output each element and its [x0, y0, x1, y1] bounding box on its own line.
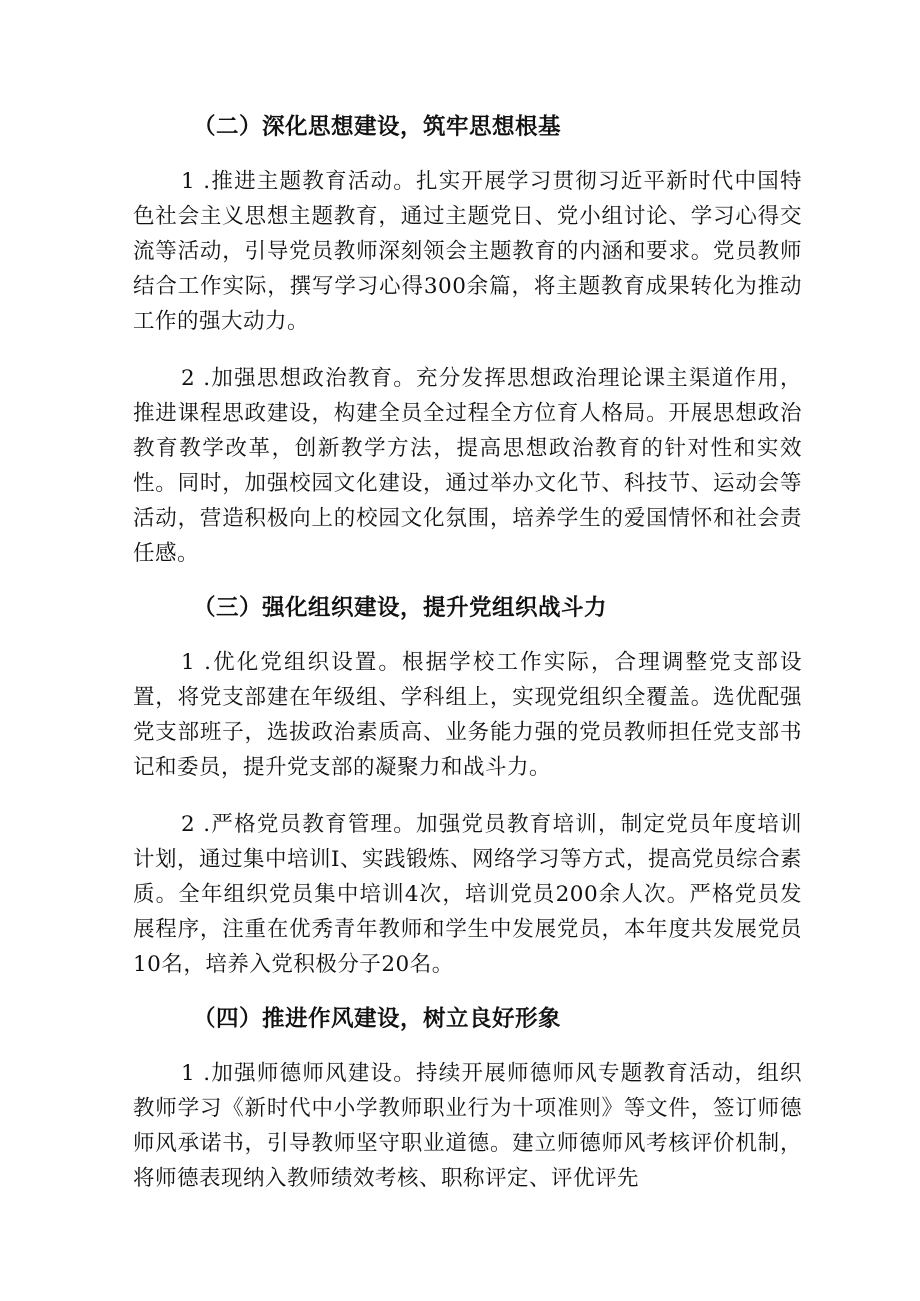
paragraph-2-1: 1 .推进主题教育活动。扎实开展学习贯彻习近平新时代中国特色社会主义思想主题教育，通过主题党日、党小组讨论、学习心得交流等活动，引导党员教师深刻领会主题教育的内涵和要求。党员教师结合工作实际，撰写学习心得300余篇，将主题教育成果转化为推动工作的强大动力。	[133, 169, 802, 334]
paragraph-4-1: 1 .加强师德师风建设。持续开展师德师风专题教育活动，组织教师学习《新时代中小学教师职业行为十项准则》等文件，签订师德师风承诺书，引导教师坚守职业道德。建立师德师风考核评价机制，将师德表现纳入教师绩效考核、职称评定、评优评先	[133, 1061, 802, 1191]
paragraph-3-2: 2 .严格党员教育管理。加强党员教育培训，制定党员年度培训计划，通过集中培训I、实践锻炼、网络学习等方式，提高党员综合素质。全年组织党员集中培训4次，培训党员200余人次。严格党员发展程序，注重在优秀青年教师和学生中发展党员，本年度共发展党员10名，培养入党积极分子20名。	[133, 812, 802, 977]
section-heading-3: （三）强化组织建设，提升党组织战斗力	[193, 595, 608, 621]
paragraph-2-2: 2 .加强思想政治教育。充分发挥思想政治理论课主渠道作用，推进课程思政建设，构建全员全过程全方位育人格局。开展思想政治教育教学改革，创新教学方法，提高思想政治教育的针对性和实效性。同时，加强校园文化建设，通过举办文化节、科技节、运动会等活动，营造积极向上的校园文化氛围，培养学生的爱国情怀和社会责任感。	[133, 366, 802, 566]
section-heading-4: （四）推进作风建设，树立良好形象	[193, 1006, 562, 1032]
section-heading-2: （二）深化思想建设，筑牢思想根基	[193, 114, 562, 140]
paragraph-3-1: 1 .优化党组织设置。根据学校工作实际，合理调整党支部设置，将党支部建在年级组、学科组上，实现党组织全覆盖。选优配强党支部班子，选拔政治素质高、业务能力强的党员教师担任党支部书记和委员，提升党支部的凝聚力和战斗力。	[133, 650, 802, 780]
